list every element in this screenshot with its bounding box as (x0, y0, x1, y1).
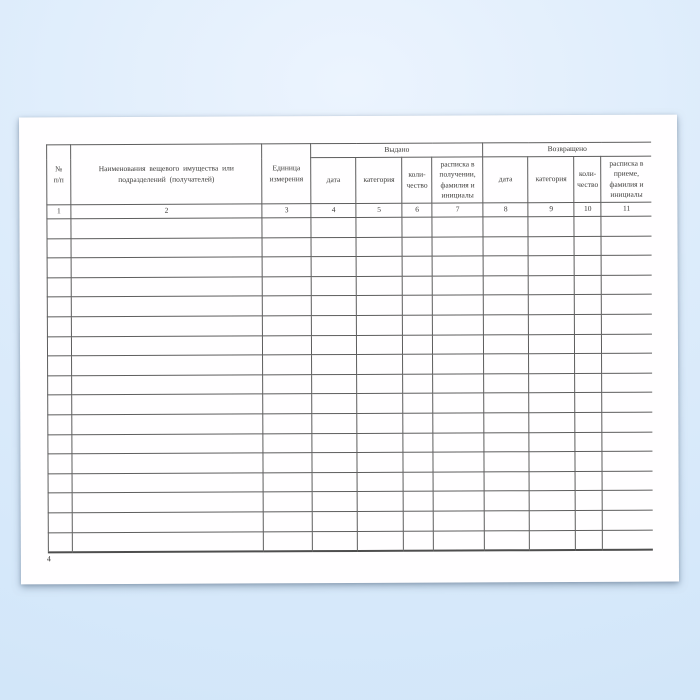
empty-cell (403, 413, 433, 433)
col-header-issued-quantity: коли- чество (402, 157, 432, 203)
table-header (47, 142, 652, 219)
empty-cell (529, 393, 575, 413)
empty-cell (576, 530, 603, 550)
empty-cell (356, 276, 402, 296)
empty-cell (72, 355, 263, 375)
empty-cell (357, 374, 403, 394)
empty-cell (263, 453, 312, 473)
empty-cell (47, 336, 71, 356)
empty-cell (575, 314, 602, 334)
empty-cell (47, 297, 71, 317)
empty-cell (48, 395, 72, 415)
empty-cell (575, 373, 602, 393)
empty-cell (403, 354, 433, 374)
empty-cell (72, 473, 263, 493)
empty-cell (357, 354, 403, 374)
empty-cell (575, 393, 602, 413)
group-header-returned: Возвращено (483, 142, 651, 157)
empty-cell (575, 452, 602, 472)
empty-cell (528, 217, 574, 237)
empty-cell (529, 412, 575, 432)
empty-cell (263, 492, 312, 512)
empty-cell (311, 217, 356, 237)
empty-cell (402, 237, 432, 257)
empty-cell (71, 335, 262, 355)
empty-cell (602, 412, 652, 432)
empty-cell (403, 296, 433, 316)
col-header-item-name: Наименования вещевого имущества или подразделений (получателей) (71, 144, 262, 205)
empty-cell (530, 530, 576, 550)
empty-cell (47, 277, 71, 297)
empty-cell (403, 472, 433, 492)
empty-cell (403, 315, 433, 335)
empty-cell (47, 219, 71, 239)
empty-cell (574, 256, 601, 276)
empty-cell (357, 433, 403, 453)
empty-cell (357, 452, 403, 472)
empty-cell (483, 236, 528, 256)
empty-cell (48, 454, 72, 474)
empty-cell (603, 510, 653, 530)
empty-cell (529, 432, 575, 452)
empty-cell (433, 354, 484, 374)
table-row (47, 255, 652, 277)
table-row (47, 295, 652, 317)
empty-cell (312, 394, 357, 414)
column-number: 11 (601, 202, 651, 216)
empty-cell (484, 393, 529, 413)
empty-cell (72, 531, 263, 552)
empty-cell (603, 530, 653, 550)
empty-cell (433, 295, 484, 315)
empty-cell (72, 394, 263, 414)
empty-cell (433, 374, 484, 394)
empty-cell (602, 295, 652, 315)
empty-cell (356, 217, 402, 237)
empty-cell (529, 314, 575, 334)
empty-cell (484, 315, 529, 335)
empty-cell (71, 237, 262, 257)
empty-cell (485, 530, 530, 550)
empty-cell (48, 375, 72, 395)
empty-cell (433, 432, 484, 452)
table-row (48, 490, 653, 512)
column-number: 4 (311, 203, 356, 217)
empty-cell (263, 472, 312, 492)
empty-cell (602, 334, 652, 354)
empty-cell (402, 256, 432, 276)
empty-cell (72, 433, 263, 453)
empty-cell (602, 393, 652, 413)
empty-cell (529, 334, 575, 354)
empty-cell (72, 414, 263, 434)
empty-cell (47, 238, 71, 258)
col-header-row-number: № п/п (47, 145, 71, 205)
table-row (48, 510, 653, 532)
column-number: 3 (262, 204, 311, 218)
empty-cell (433, 511, 484, 531)
empty-cell (71, 218, 262, 238)
empty-cell (575, 354, 602, 374)
empty-cell (575, 334, 602, 354)
empty-cell (483, 217, 528, 237)
empty-cell (357, 315, 403, 335)
empty-cell (602, 451, 652, 471)
table-row (48, 432, 653, 454)
empty-cell (483, 256, 528, 276)
empty-cell (48, 415, 72, 435)
empty-cell (263, 374, 312, 394)
empty-cell (601, 255, 651, 275)
empty-cell (48, 473, 72, 493)
empty-cell (402, 217, 432, 237)
empty-cell (356, 296, 402, 316)
empty-cell (432, 237, 483, 257)
empty-cell (312, 355, 357, 375)
empty-cell (47, 258, 71, 278)
col-header-issued-category: категория (356, 157, 402, 203)
table-row (48, 393, 653, 415)
empty-cell (311, 237, 356, 257)
empty-cell (529, 275, 575, 295)
empty-cell (484, 452, 529, 472)
empty-cell (484, 373, 529, 393)
empty-cell (433, 334, 484, 354)
table-row (48, 353, 653, 375)
empty-cell (262, 237, 311, 257)
empty-cell (432, 276, 483, 296)
empty-cell (263, 531, 312, 551)
empty-cell (312, 315, 357, 335)
column-number: 5 (356, 203, 402, 217)
col-header-returned-category: категория (528, 157, 574, 203)
table-row (47, 314, 652, 336)
empty-cell (529, 452, 575, 472)
empty-cell (602, 373, 652, 393)
empty-cell (48, 434, 72, 454)
empty-cell (484, 432, 529, 452)
empty-cell (263, 512, 312, 532)
empty-cell (528, 256, 574, 276)
empty-cell (48, 532, 72, 552)
empty-cell (72, 492, 263, 512)
empty-cell (357, 511, 403, 531)
empty-cell (312, 492, 357, 512)
empty-cell (432, 217, 483, 237)
empty-cell (357, 472, 403, 492)
empty-cell (403, 452, 433, 472)
empty-cell (262, 296, 311, 316)
empty-cell (433, 472, 484, 492)
table-row (48, 471, 653, 493)
column-number: 2 (71, 204, 262, 219)
table-row (48, 530, 653, 553)
empty-cell (601, 236, 651, 256)
col-header-returned-date: дата (483, 157, 528, 203)
empty-cell (529, 373, 575, 393)
empty-cell (312, 531, 357, 551)
table-row (47, 275, 652, 297)
empty-cell (71, 316, 262, 336)
empty-cell (602, 275, 652, 295)
empty-cell (484, 491, 529, 511)
empty-cell (433, 393, 484, 413)
col-header-returned-receipt: расписка в приеме, фамилия и инициалы (601, 156, 651, 202)
empty-cell (263, 355, 312, 375)
group-header-issued: Выдано (311, 143, 483, 158)
empty-cell (72, 375, 263, 395)
empty-cell (71, 277, 262, 297)
empty-cell (529, 354, 575, 374)
empty-cell (433, 452, 484, 472)
empty-cell (603, 490, 653, 510)
empty-cell (263, 316, 312, 336)
empty-cell (72, 512, 263, 532)
col-header-returned-quantity: коли- чество (574, 156, 601, 202)
empty-cell (312, 453, 357, 473)
empty-cell (71, 296, 262, 316)
empty-cell (433, 315, 484, 335)
empty-cell (403, 374, 433, 394)
column-number: 8 (483, 203, 528, 217)
empty-cell (528, 236, 574, 256)
table-row (48, 451, 653, 473)
empty-cell (403, 335, 433, 355)
empty-cell (403, 491, 433, 511)
empty-cell (433, 413, 484, 433)
empty-cell (47, 317, 71, 337)
column-number: 1 (47, 205, 71, 219)
empty-cell (357, 413, 403, 433)
column-number: 7 (432, 203, 483, 217)
empty-cell (262, 218, 311, 238)
col-header-unit: Единица измерения (262, 144, 311, 204)
empty-cell (602, 353, 652, 373)
empty-cell (576, 510, 603, 530)
empty-cell (262, 257, 311, 277)
empty-cell (529, 491, 575, 511)
empty-cell (356, 237, 402, 257)
empty-cell (602, 471, 652, 491)
empty-cell (602, 432, 652, 452)
empty-cell (357, 492, 403, 512)
empty-cell (356, 256, 402, 276)
empty-cell (575, 412, 602, 432)
empty-cell (358, 531, 404, 551)
table-row (48, 412, 653, 434)
empty-cell (263, 433, 312, 453)
empty-cell (484, 471, 529, 491)
empty-cell (575, 491, 602, 511)
table-row (47, 216, 652, 238)
empty-cell (574, 236, 601, 256)
inventory-table (46, 142, 653, 554)
empty-cell (574, 216, 601, 236)
empty-cell (312, 374, 357, 394)
empty-cell (530, 510, 576, 530)
empty-cell (432, 256, 483, 276)
empty-cell (71, 257, 262, 277)
column-number: 6 (402, 203, 432, 217)
empty-cell (311, 276, 356, 296)
empty-cell (601, 216, 651, 236)
empty-cell (357, 394, 403, 414)
empty-cell (483, 275, 528, 295)
empty-cell (312, 433, 357, 453)
empty-cell (433, 491, 484, 511)
col-header-issued-receipt: расписка в получении, фамилия и инициалы (432, 157, 483, 203)
table-row (47, 236, 652, 258)
empty-cell (575, 275, 602, 295)
empty-cell (404, 531, 434, 551)
table-body (47, 216, 653, 552)
empty-cell (262, 276, 311, 296)
page-number: 4 (46, 554, 51, 564)
empty-cell (311, 296, 356, 316)
table-row (47, 334, 652, 356)
empty-cell (485, 511, 530, 531)
document-page (19, 115, 679, 585)
empty-cell (357, 335, 403, 355)
empty-cell (484, 413, 529, 433)
empty-cell (602, 314, 652, 334)
empty-cell (263, 394, 312, 414)
empty-cell (403, 393, 433, 413)
table-row (48, 373, 653, 395)
column-number: 10 (574, 202, 601, 216)
empty-cell (529, 471, 575, 491)
empty-cell (312, 472, 357, 492)
empty-cell (575, 295, 602, 315)
empty-cell (529, 295, 575, 315)
empty-cell (402, 276, 432, 296)
empty-cell (484, 295, 529, 315)
col-header-issued-date: дата (311, 157, 356, 203)
empty-cell (575, 471, 602, 491)
empty-cell (403, 511, 433, 531)
empty-cell (575, 432, 602, 452)
empty-cell (48, 513, 72, 533)
empty-cell (484, 354, 529, 374)
column-number: 9 (528, 203, 574, 217)
empty-cell (312, 511, 357, 531)
empty-cell (48, 356, 72, 376)
empty-cell (72, 453, 263, 473)
empty-cell (311, 257, 356, 277)
empty-cell (484, 334, 529, 354)
empty-cell (263, 335, 312, 355)
empty-cell (434, 530, 485, 550)
empty-cell (263, 414, 312, 434)
empty-cell (403, 433, 433, 453)
empty-cell (312, 335, 357, 355)
empty-cell (48, 493, 72, 513)
empty-cell (312, 413, 357, 433)
